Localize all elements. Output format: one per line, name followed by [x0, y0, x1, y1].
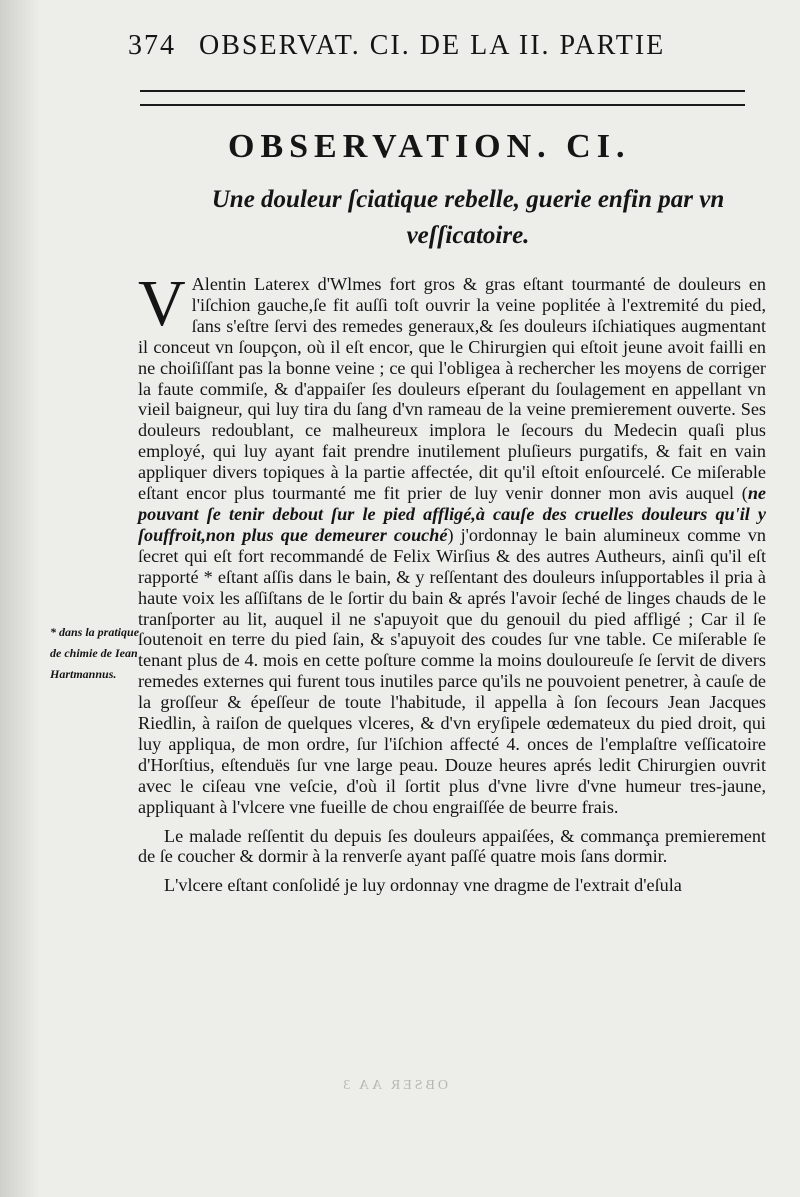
- margin-note: * dans la pratique de chimie de Iean Hartmannus.: [50, 625, 140, 681]
- paragraph-1-start: Alentin Laterex d'Wlmes fort gros & gras eſtant tourmanté de douleurs en l'iſchion gauche,ſe fit auſſi toſt ouvrir la veine poplitée à l'extremité du pied, ſans s'eſtre ſervi des remedes generaux,& ſes douleurs iſchiatiques augmentant il conceut vn ſoupçon, où il eſt encor, que le Chirurgien qui eſtoit jeune avoit failli en ne choiſiſſant pas la bonne veine ; ce qui l'obligea à rechercher les moyens de corriger la faute commiſe, & d'appaiſer ſes douleurs eſperant du ſoulagement en appellant vn vieil baigneur, qui luy tira du ſang d'vn rameau de la veine premierement ouverte. Ses douleurs redoublant, ce malheureux implora le ſecours du Medecin quaſi plus employé, qui luy ayant fait prendre inutilement pluſieurs purgatifs, & fait en vain appliquer divers topiques à la partie affectée, dit qu'il eſtoit enſourcelé. Ce miſerable eſtant encor plus tourmanté me fit prier de luy venir donner mon avis auquel (: [138, 274, 766, 504]
- footer-showthrough: OBSER AA 3: [340, 1078, 448, 1093]
- paragraph-3: L'vlcere eſtant conſolidé je luy ordonnay vne dragme de l'extrait d'eſula: [164, 875, 682, 896]
- paragraph-2: Le malade reſſentit du depuis ſes douleurs appaiſées, & commança premierement de ſe coucher & dormir à la renverſe ayant paſſé quatre mois ſans dormir.: [138, 825, 766, 867]
- page-gutter-shadow: [0, 0, 40, 1197]
- running-title: OBSERVAT. CI. DE LA II. PARTIE: [199, 30, 666, 61]
- paragraph-1: [138, 267, 766, 818]
- italic-aside: ne pouvant ſe tenir debout ſur le pied affligé,à cauſe des cruelles douleurs qu'il y ſouffroit,non plus que demeurer couché: [138, 483, 766, 545]
- page-number: 374: [128, 30, 176, 61]
- body-text: [138, 267, 766, 904]
- observation-subtitle: Une douleur ſciatique rebelle, guerie enfin par vn veſſicatoire.: [211, 186, 725, 249]
- drop-cap: V: [138, 267, 186, 340]
- observation-title: OBSERVATION. CI.: [228, 128, 631, 165]
- running-header: [128, 30, 728, 70]
- header-rule-bottom: [140, 104, 745, 106]
- paragraph-1-end: ) j'ordonnay le bain alumineux comme vn ſecret qui eſt fort recommandé de Felix Wirſius & des autres Autheurs, ainſi qu'il eſt rapporté * eſtant aſſis dans le bain, & y reſſentant des douleurs inſupportables il pria à haute voix les aſſiſtans de le ſortir du bain & aprés l'avoir ſeché de linges chauds de le tranſporter au lit, auquel il ne s'apuyoit que du genouil du pied affligé ; Car il ſe ſoutenoit en terre du pied ſain, & s'apuyoit des coudes ſur vne table. Ce miſerable ſe tenant plus de 4. mois en cette poſture comme la moins douloureuſe ſe ſervit de divers remedes externes qui furent tous inutiles parce qu'ils ne pouvoient penetrer, à cauſe de la groſſeur & épeſſeur de toute l'habitude, il appella à ſon ſecours Jean Jacques Riedlin, à raiſon de quelques vlceres, & d'vn eryſipele œdemateux du pied droit, qui luy appliqua, de mon ordre, ſur l'iſchion affecté 4. onces de l'emplaſtre veſſicatoire d'Horſtius, eſtenduës ſur vne large peau. Douze heures aprés ledit Chirurgien ouvrit avec le ciſeau vne veſcie, d'où il ſortit plus d'vne livre d'vne humeur tres-jaune, appliquant à l'vlcere vne fueille de chou engraiſſée de beurre frais.: [138, 524, 766, 817]
- header-rule-top: [140, 90, 745, 92]
